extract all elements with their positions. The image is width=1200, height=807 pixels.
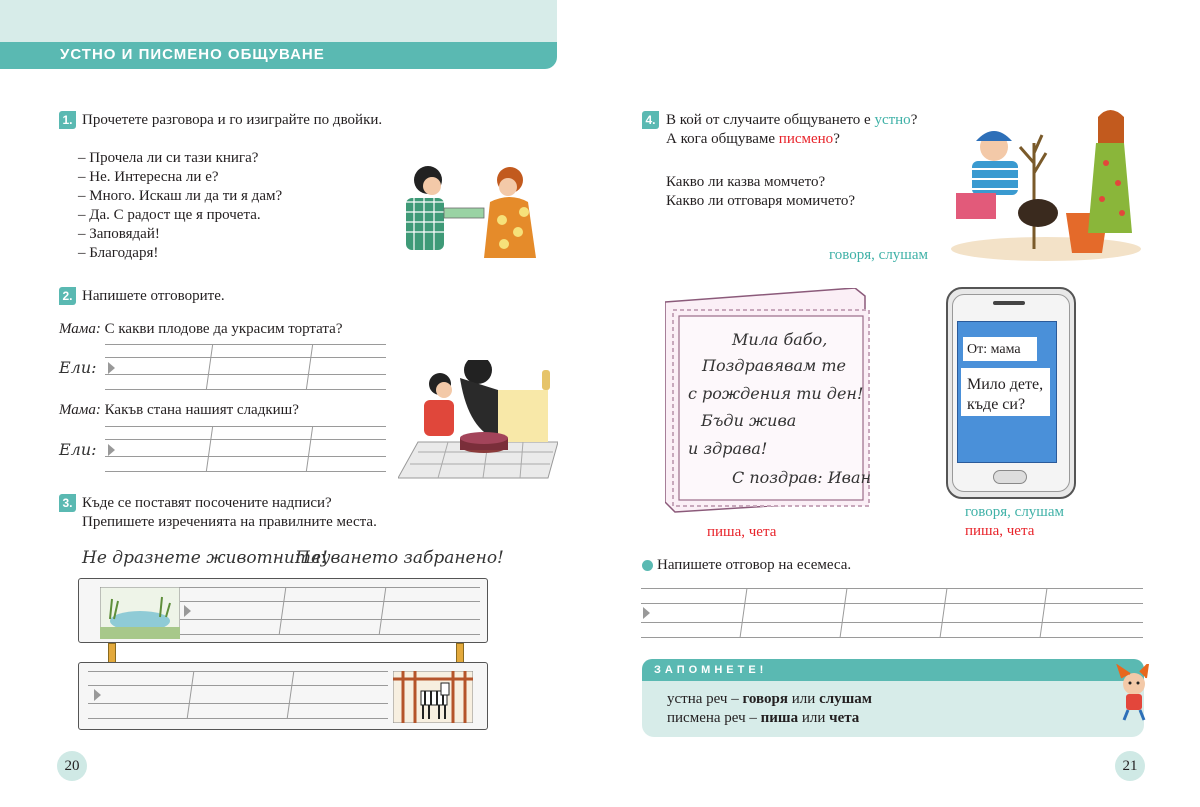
dialogue-line: – Прочела ли си тази книга? — [78, 150, 259, 166]
phone-label-write-read: пиша, чета — [965, 523, 1035, 539]
card-line: Поздравявам те — [702, 356, 846, 375]
card-line: с рождения ти ден! — [688, 384, 864, 403]
sign-post — [108, 643, 116, 663]
mascot-icon — [1116, 664, 1158, 722]
planting-illustration — [946, 103, 1146, 263]
line-marker — [108, 362, 115, 374]
exercise-3-task-2: Препишете изреченията на правилните места. — [82, 514, 377, 530]
answer-label-2: Ели: — [59, 440, 97, 459]
remember-line-1: устна реч – говоря или слушам — [667, 691, 873, 707]
sms-answer-task: Напишете отговор на есемеса. — [657, 557, 852, 573]
phrase-no-swimming: Плуването забранено! — [295, 548, 504, 568]
sign-1-write-lines[interactable] — [180, 587, 480, 635]
answer-label-1: Ели: — [59, 358, 97, 377]
header-background — [0, 0, 557, 42]
exercise-1-task: Прочетете разговора и го изиграйте по двойки. — [82, 112, 383, 128]
exercise-number-3: 3. — [59, 494, 76, 512]
exercise-3-task-1: Къде се поставят посочените надписи? — [82, 495, 332, 511]
exercise-number-2: 2. — [59, 287, 76, 305]
card-line: Бъди жива — [701, 411, 797, 430]
exercise-4-question-4: Какво ли отговаря момичето? — [666, 193, 856, 209]
answer-lines-2[interactable] — [105, 426, 386, 472]
line-marker — [184, 605, 191, 617]
question-2: Мама: Какъв стана нашият сладкиш? — [59, 402, 299, 418]
card-label-write-read: пиша, чета — [707, 524, 777, 540]
dialogue-line: – Заповядай! — [78, 226, 160, 242]
bullet-dot — [642, 560, 653, 571]
dialogue-line: – Не. Интересна ли е? — [78, 169, 219, 185]
cake-illustration — [398, 360, 558, 480]
exercise-4-question-2: А кога общуваме писмено? — [666, 131, 840, 147]
card-line: Мила бабо, — [732, 330, 828, 349]
answer-lines-1[interactable] — [105, 344, 386, 390]
remember-title: ЗАПОМНЕТЕ! — [642, 659, 1144, 681]
question-1: Мама: С какви плодове да украсим тортата? — [59, 321, 343, 337]
line-marker — [94, 689, 101, 701]
phrase-no-teasing: Не дразнете животните! — [82, 548, 328, 568]
exercise-2-task: Напишете отговорите. — [82, 288, 225, 304]
sms-sender: От: мама — [963, 337, 1037, 361]
line-marker — [108, 444, 115, 456]
phone-speaker — [993, 301, 1025, 305]
dialogue-line: – Много. Искаш ли да ти я дам? — [78, 188, 283, 204]
phone-home-button — [993, 470, 1027, 484]
sign-post — [456, 643, 464, 663]
pond-picture — [100, 587, 180, 639]
phone-label-speak-listen: говоря, слушам — [965, 504, 1065, 520]
exercise-number-4: 4. — [642, 111, 659, 129]
card-line: С поздрав: Иван — [732, 468, 872, 487]
page-number-right: 21 — [1115, 751, 1145, 781]
sms-answer-lines[interactable] — [641, 588, 1143, 638]
remember-line-2: писмена реч – пиша или чета — [667, 710, 860, 726]
dialogue-line: – Да. С радост ще я прочета. — [78, 207, 261, 223]
exercise-4-question-1: В кой от случаите общуването е устно? — [666, 112, 918, 128]
page-title: УСТНО И ПИСМЕНО ОБЩУВАНЕ — [60, 46, 325, 63]
exercise-number-1: 1. — [59, 111, 76, 129]
line-marker — [643, 607, 650, 619]
sms-message-line-2: къде си? — [967, 396, 1026, 413]
card-line: и здрава! — [688, 439, 768, 458]
label-speak-listen: говоря, слушам — [829, 247, 929, 263]
dialogue-line: – Благодаря! — [78, 245, 159, 261]
sms-message-line-1: Мило дете, — [967, 376, 1044, 393]
zebra-picture — [393, 671, 473, 723]
exercise-4-question-3: Какво ли казва момчето? — [666, 174, 826, 190]
page-number-left: 20 — [57, 751, 87, 781]
kids-book-illustration — [398, 162, 556, 262]
sign-2-write-lines[interactable] — [88, 671, 388, 719]
